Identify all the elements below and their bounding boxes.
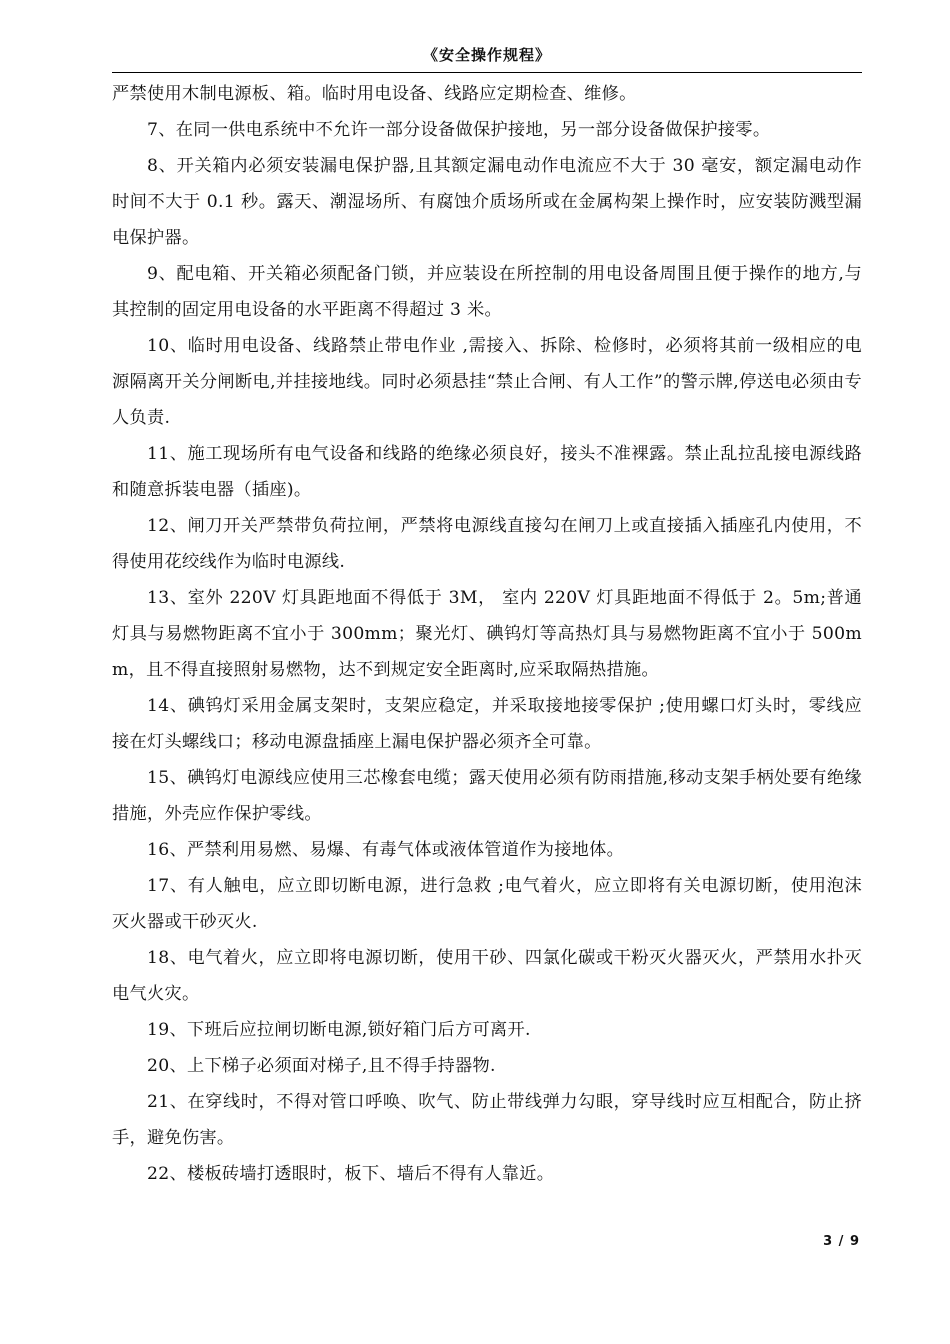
document-header-title: 《安全操作规程》	[422, 46, 551, 64]
paragraph-item-15: 15、碘钨灯电源线应使用三芯橡套电缆；露天使用必须有防雨措施,移动支架手柄处要有绝缘措施，外壳应作保护零线。	[112, 768, 862, 824]
header-divider	[112, 72, 862, 73]
paragraph-item-18: 18、电气着火，应立即将电源切断，使用干砂、四氯化碳或干粉灭火器灭火，严禁用水扑灭电气火灾。	[112, 948, 862, 1004]
paragraph-item-8: 8、开关箱内必须安装漏电保护器,且其额定漏电动作电流应不大于 30 毫安，额定漏电动作时间不大于 0.1 秒。露天、潮湿场所、有腐蚀介质场所或在金属构架上操作时，应安装防溅型漏电保护器。	[112, 156, 862, 248]
paragraph-item-19: 19、下班后应拉闸切断电源,锁好箱门后方可离开.	[147, 1020, 531, 1040]
paragraph-item-20: 20、上下梯子必须面对梯子,且不得手持器物.	[147, 1056, 496, 1076]
paragraph-item-9: 9、配电箱、开关箱必须配备门锁，并应装设在所控制的用电设备周围且便于操作的地方,与其控制的固定用电设备的水平距离不得超过 3 米。	[112, 264, 862, 320]
paragraph-item-12: 12、闸刀开关严禁带负荷拉闸，严禁将电源线直接勾在闸刀上或直接插入插座孔内使用，不得使用花绞线作为临时电源线.	[112, 516, 862, 572]
page-number: 3 / 9	[823, 1234, 860, 1249]
paragraph-item-17: 17、有人触电，应立即切断电源，进行急救 ;电气着火，应立即将有关电源切断，使用泡沫灭火器或干砂灭火.	[112, 876, 862, 932]
paragraph-continuation: 严禁使用木制电源板、箱。临时用电设备、线路应定期检查、维修。	[112, 84, 637, 104]
document-body	[112, 76, 862, 1192]
paragraph-item-13: 13、室外 220V 灯具距地面不得低于 3M， 室内 220V 灯具距地面不得低于 2。5m;普通灯具与易燃物距离不宜小于 300mm；聚光灯、碘钨灯等高热灯具与易燃物距离不宜小于 500mm，且不得直接照射易燃物，达不到规定安全距离时,应采取隔热措施。	[112, 588, 862, 680]
paragraph-item-16: 16、严禁利用易燃、易爆、有毒气体或液体管道作为接地体。	[147, 840, 625, 860]
paragraph-item-11: 11、施工现场所有电气设备和线路的绝缘必须良好，接头不准裸露。禁止乱拉乱接电源线路和随意拆装电器（插座)。	[112, 444, 862, 500]
paragraph-item-14: 14、碘钨灯采用金属支架时，支架应稳定，并采取接地接零保护 ;使用螺口灯头时，零线应接在灯头螺线口；移动电源盘插座上漏电保护器必须齐全可靠。	[112, 696, 862, 752]
paragraph-item-10: 10、临时用电设备、线路禁止带电作业 ,需接入、拆除、检修时，必须将其前一级相应的电源隔离开关分闸断电,并挂接地线。同时必须悬挂“禁止合闸、有人工作”的警示牌,停送电必须由专人负责.	[112, 336, 862, 428]
paragraph-item-21: 21、在穿线时，不得对管口呼唤、吹气、防止带线弹力勾眼，穿导线时应互相配合，防止挤手，避免伤害。	[112, 1092, 862, 1148]
paragraph-item-22: 22、楼板砖墙打透眼时，板下、墙后不得有人靠近。	[147, 1164, 555, 1184]
paragraph-item-7: 7、在同一供电系统中不允许一部分设备做保护接地，另一部分设备做保护接零。	[147, 120, 771, 140]
